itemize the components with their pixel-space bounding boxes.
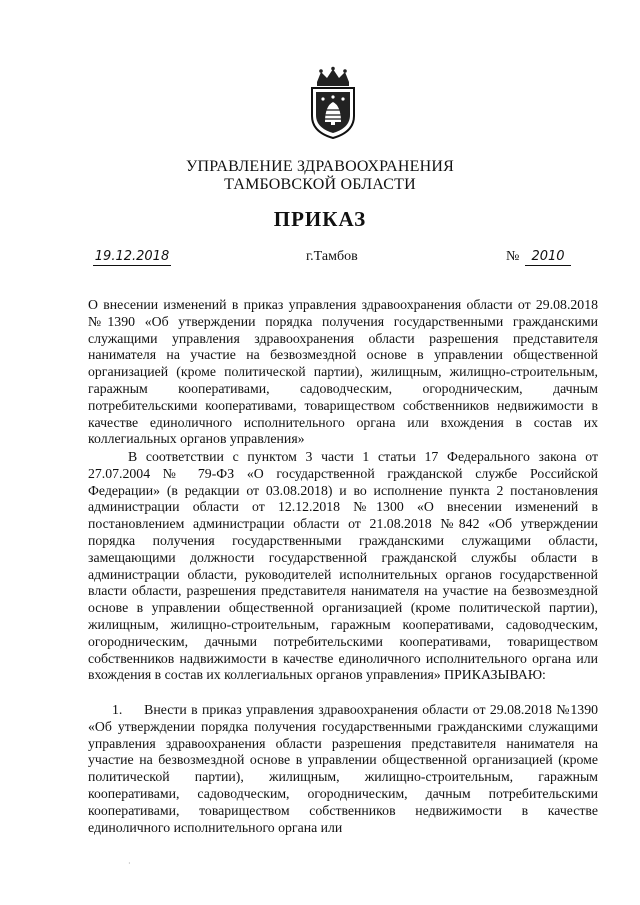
order-item-1: 1. Внести в приказ управления здравоохранения области от 29.08.2018 №1390 «Об утверждении порядка получения государственными гражданскими служащими управления здравоохранения области разрешения представителя нанимателя на участие на безвозмездной основе в управлении общественной организацией (кроме политической партии), жилищным, жилищно-строительным, гаражным кооперативами, садоводческим, огородническим, дачным потребительскими кооперативами, товариществом собственников недвижимости в качестве единоличного исполнительного органа или [88, 702, 598, 835]
document-number: 2010 [525, 249, 571, 266]
organization-name-line1: УПРАВЛЕНИЕ ЗДРАВООХРАНЕНИЯ [185, 158, 455, 175]
document-city: г.Тамбов [306, 249, 358, 264]
document-title: ПРИКАЗ [273, 207, 367, 231]
number-label: № [506, 249, 520, 264]
preamble-paragraph: В соответствии с пунктом 3 части 1 статьи 17 Федерального закона от 27.07.2004 № 79-ФЗ «О государственной гражданской службе Российской Федерации» (в редакции от 03.08.2018) и во исполнение пункта 2 постановления администрации области от 12.12.2018 №1300 «О внесении изменений в постановлением администрации области от 21.08.2018 №842 «Об утверждении порядка получения государственными гражданскими служащими области, замещающими должности государственной гражданской службы области в администрации области, руководителей исполнительных органов государственной власти области, разрешения представителя нанимателя на участие на безвозмездной основе в управлении общественной организацией (кроме политической партии), жилищным, жилищно-строительным, гаражным кооперативами, садоводческим, огородническим, дачными потребительскими кооперативами, товариществом собственников надвижимости в качестве единоличного исполнительного органа или вхождения в состав их коллегиальных органов управления» ПРИКАЗЫВАЮ: [88, 449, 598, 683]
scan-speck: · [128, 859, 131, 868]
document-date: 19.12.2018 [94, 249, 170, 264]
coat-of-arms-icon [307, 66, 359, 140]
organization-name-line2: ТАМБОВСКОЙ ОБЛАСТИ [224, 176, 416, 193]
document-subject: О внесении изменений в приказ управления здравоохранения области от 29.08.2018 №1390 «Об утверждении порядка получения государственными гражданскими служащими управления здравоохранения области разрешения представителя нанимателя на участие на безвозмездной основе в управлении общественной организацией (кроме политической партии), жилищным, жилищно-строительным, гаражным кооперативами, садоводческим, огородническим, дачным потребительскими кооперативами, товариществом собственников недвижимости в качестве единоличного исполнительного органа или вхождения в состав их коллегиальных органов управления» [88, 297, 598, 447]
